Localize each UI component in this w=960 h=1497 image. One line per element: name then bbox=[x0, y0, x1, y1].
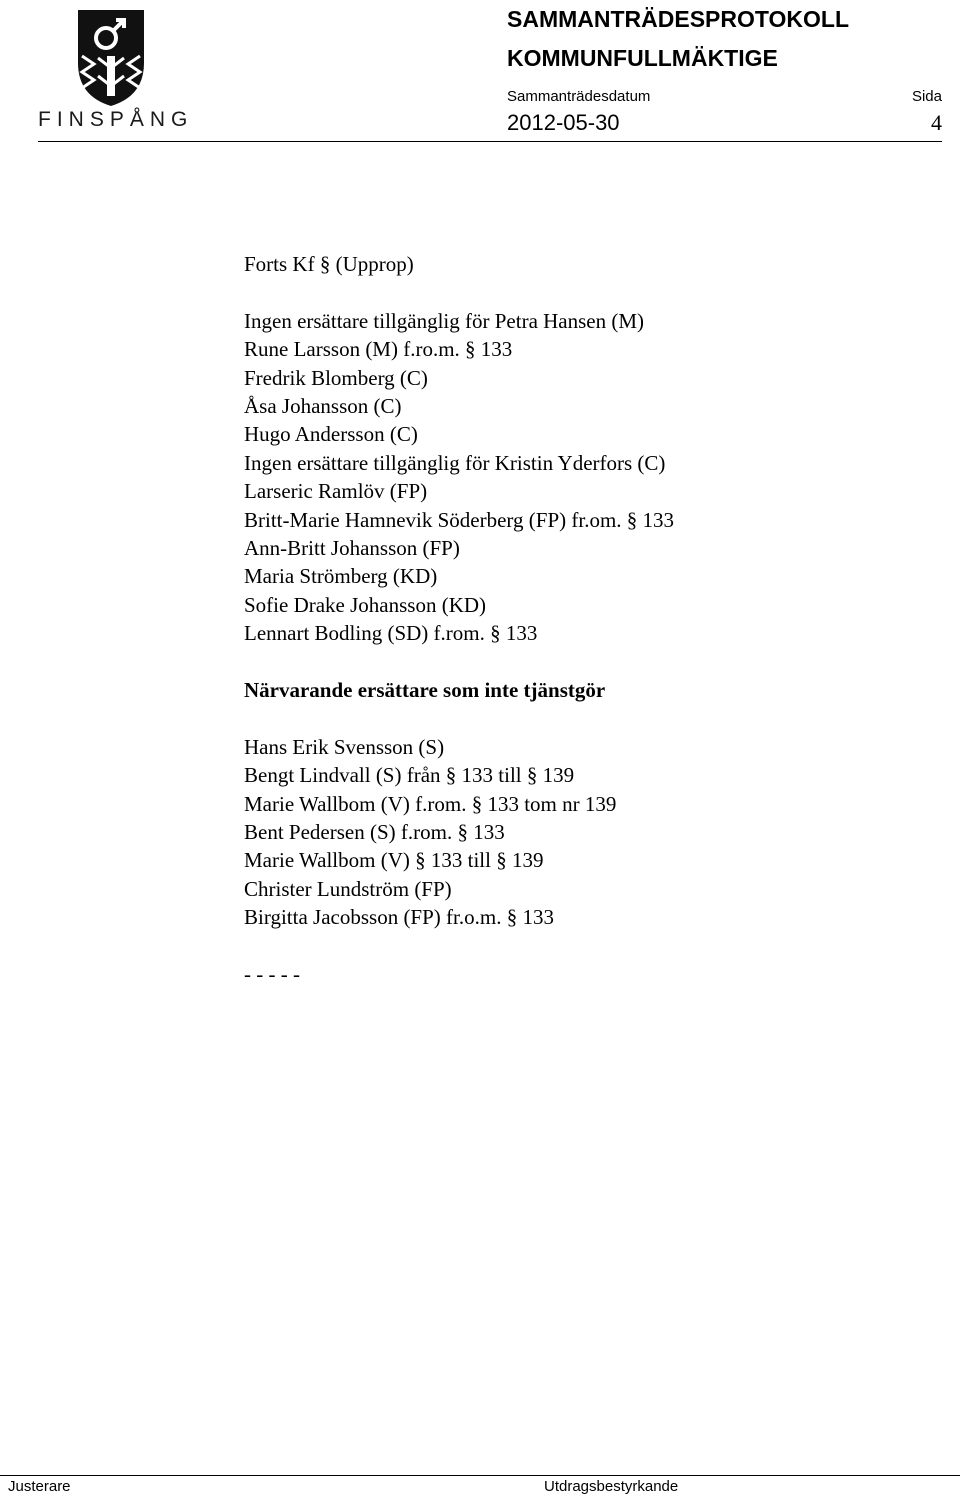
list-item: Rune Larsson (M) f.ro.m. § 133 bbox=[244, 337, 513, 362]
footer-signatory-label: Justerare bbox=[8, 1478, 71, 1495]
substitutes-list bbox=[244, 733, 934, 932]
page-label: Sida bbox=[911, 88, 942, 105]
footer-certification-label: Utdragsbestyrkande bbox=[544, 1478, 679, 1495]
list-item: Åsa Johansson (C) bbox=[244, 394, 402, 419]
spacer bbox=[244, 704, 934, 732]
list-item: Hans Erik Svensson (S) bbox=[244, 734, 445, 759]
list-item: Britt-Marie Hamnevik Söderberg (FP) fr.om. § 133 bbox=[244, 507, 675, 532]
list-item: Bent Pedersen (S) f.rom. § 133 bbox=[244, 820, 505, 845]
list-item: Ingen ersättare tillgänglig för Petra Hansen (M) bbox=[244, 308, 645, 333]
list-item: Ingen ersättare tillgänglig för Kristin Yderfors (C) bbox=[244, 450, 666, 475]
list-item: Sofie Drake Johansson (KD) bbox=[244, 592, 487, 617]
list-item: Hugo Andersson (C) bbox=[244, 422, 418, 447]
finspang-logo bbox=[38, 8, 194, 132]
list-item: Lennart Bodling (SD) f.rom. § 133 bbox=[244, 621, 538, 646]
header-divider bbox=[38, 141, 942, 142]
meeting-date-value: 2012-05-30 bbox=[507, 110, 620, 135]
list-item: Fredrik Blomberg (C) bbox=[244, 365, 428, 390]
section-heading-substitutes: Närvarande ersättare som inte tjänstgör bbox=[244, 678, 606, 703]
roll-call-list bbox=[244, 307, 934, 648]
list-item: Larseric Ramlöv (FP) bbox=[244, 479, 428, 504]
spacer bbox=[244, 648, 934, 676]
list-item: Birgitta Jacobsson (FP) fr.o.m. § 133 bbox=[244, 905, 554, 930]
page-number: 4 bbox=[931, 110, 942, 135]
section-heading-upprop: Forts Kf § (Upprop) bbox=[244, 252, 414, 276]
footer-divider bbox=[0, 1475, 960, 1476]
list-item: Bengt Lindvall (S) från § 133 till § 139 bbox=[244, 763, 575, 788]
committee-title: KOMMUNFULLMÄKTIGE bbox=[507, 45, 778, 71]
spacer bbox=[244, 932, 934, 960]
protocol-body bbox=[244, 250, 934, 989]
logo-wordmark: FINSPÅNG bbox=[38, 108, 194, 131]
document-type-title: SAMMANTRÄDESPROTOKOLL bbox=[507, 6, 850, 32]
end-marker: - - - - - bbox=[244, 962, 300, 987]
list-item: Christer Lundström (FP) bbox=[244, 876, 452, 901]
list-item: Marie Wallbom (V) § 133 till § 139 bbox=[244, 848, 544, 873]
coat-of-arms-icon bbox=[76, 8, 146, 108]
list-item: Maria Strömberg (KD) bbox=[244, 564, 438, 589]
spacer bbox=[244, 278, 934, 306]
meeting-date-label: Sammanträdesdatum bbox=[507, 88, 651, 105]
list-item: Ann-Britt Johansson (FP) bbox=[244, 536, 460, 561]
list-item: Marie Wallbom (V) f.rom. § 133 tom nr 139 bbox=[244, 791, 617, 816]
